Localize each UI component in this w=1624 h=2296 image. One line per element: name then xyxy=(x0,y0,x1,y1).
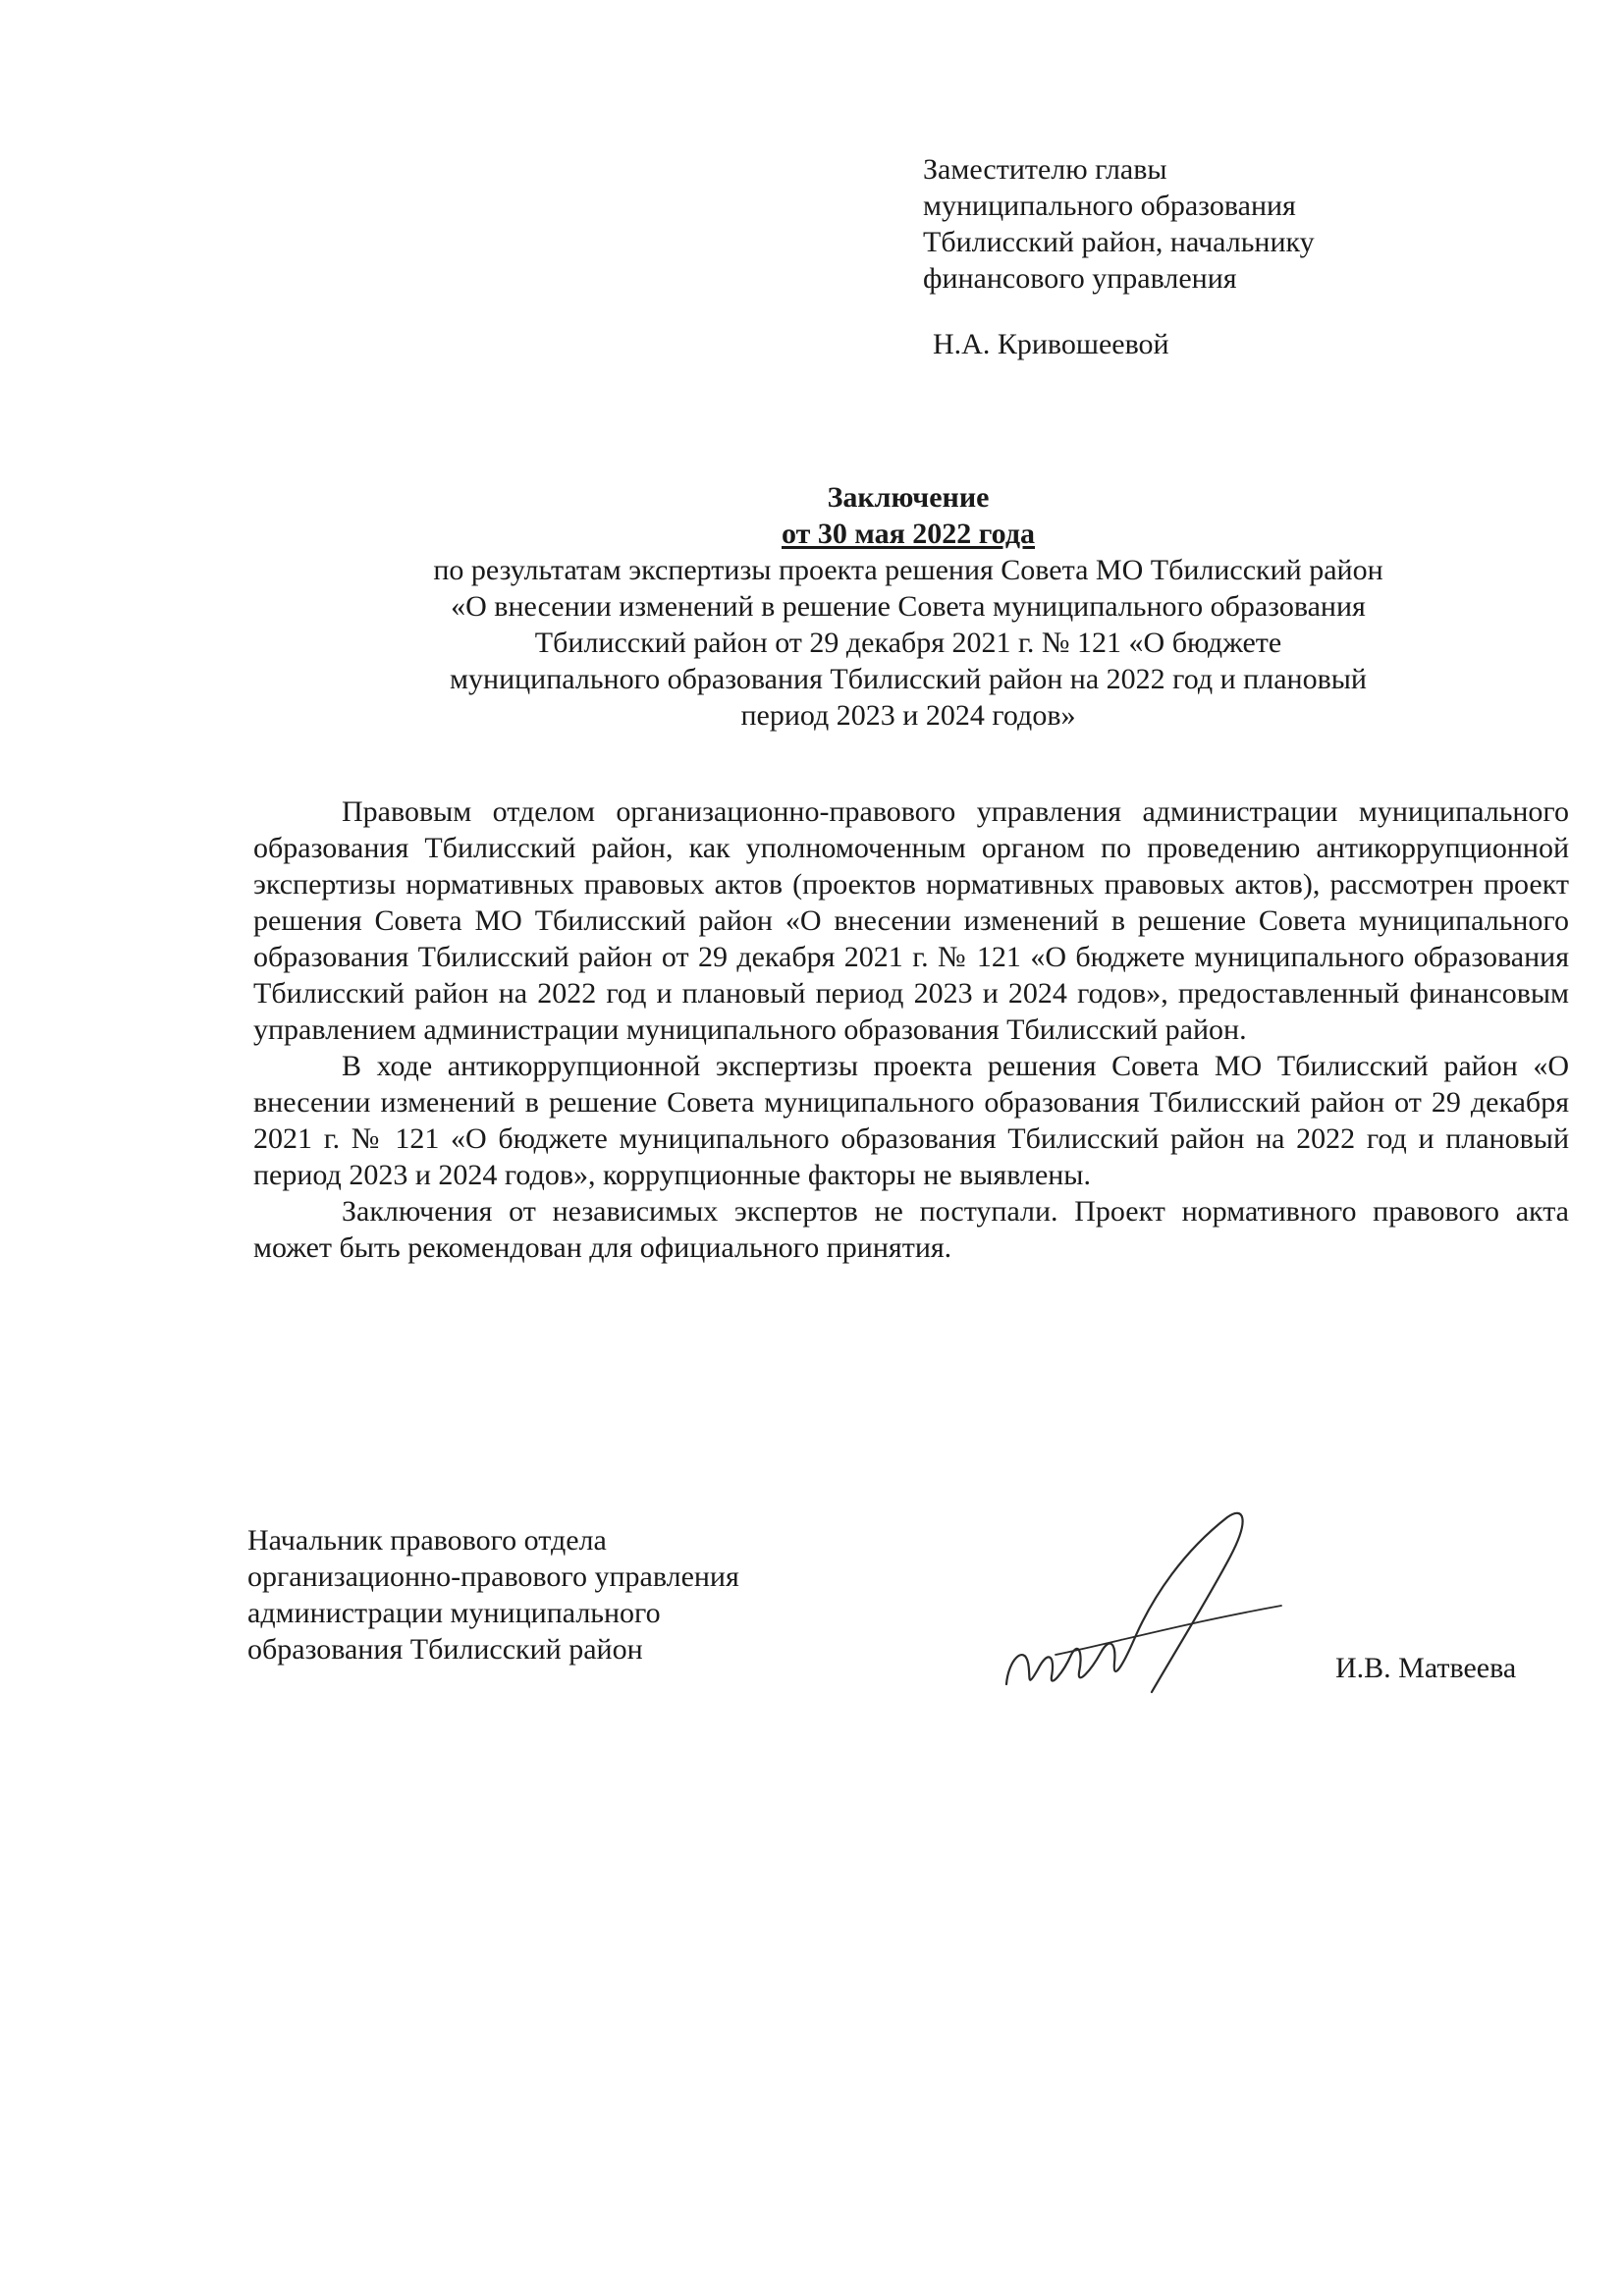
addressee-line: муниципального образования xyxy=(923,190,1296,222)
document-title: Заключение xyxy=(827,481,990,514)
addressee-line: Заместителю главы xyxy=(923,153,1167,186)
position-line: администрации муниципального xyxy=(247,1597,661,1629)
subject-line: муниципального образования Тбилисский район на 2022 год и плановый xyxy=(450,663,1367,695)
addressee-name: Н.А. Кривошеевой xyxy=(933,328,1169,360)
subject-line: «О внесении изменений в решение Совета муниципального образования xyxy=(451,590,1366,623)
signer-name: И.В. Матвеева xyxy=(1335,1652,1517,1684)
body-paragraph: Заключения от независимых экспертов не поступали. Проект нормативного правового акта может быть рекомендован для официального принятия. xyxy=(253,1195,1569,1264)
body-paragraph: Правовым отделом организационно-правового управления администрации муниципального образования Тбилисский район, как уполномоченным органом по проведению антикоррупционной экспертизы нормативных правовых актов (проектов нормативных правовых актов), рассмотрен проект решения Совета МО Тбилисский район «О внесении изменений в решение Совета муниципального образования Тбилисский район от 29 декабря 2021 г. № 121 «О бюджете муниципального образования Тбилисский район на 2022 год и плановый период 2023 и 2024 годов», предоставленный финансовым управлением администрации муниципального образования Тбилисский район. xyxy=(253,795,1569,1046)
position-line: Начальник правового отдела xyxy=(247,1524,607,1557)
subject-line: период 2023 и 2024 годов» xyxy=(740,699,1076,732)
signatory-position xyxy=(247,1522,935,1667)
document-header xyxy=(245,479,1571,734)
addressee-line: Тбилисский район, начальнику xyxy=(923,226,1315,258)
handwritten-signature xyxy=(987,1498,1301,1704)
position-line: организационно-правового управления xyxy=(247,1560,739,1593)
document-date: от 30 мая 2022 года xyxy=(782,518,1035,550)
addressee-line: финансового управления xyxy=(923,262,1237,295)
body-paragraph: В ходе антикоррупционной экспертизы проекта решения Совета МО Тбилисский район «О внесении изменений в решение Совета муниципального образования Тбилисский район от 29 декабря 2021 г. № 121 «О бюджете муниципального образования Тбилисский район на 2022 год и плановый период 2023 и 2024 годов», коррупционные факторы не выявлены. xyxy=(253,1050,1569,1191)
addressee-block xyxy=(923,151,1512,362)
position-line: образования Тбилисский район xyxy=(247,1633,643,1666)
subject-line: по результатам экспертизы проекта решения Совета МО Тбилисский район xyxy=(433,554,1383,586)
document-body xyxy=(253,793,1569,1266)
subject-line: Тбилисский район от 29 декабря 2021 г. № 121 «О бюджете xyxy=(534,627,1282,659)
